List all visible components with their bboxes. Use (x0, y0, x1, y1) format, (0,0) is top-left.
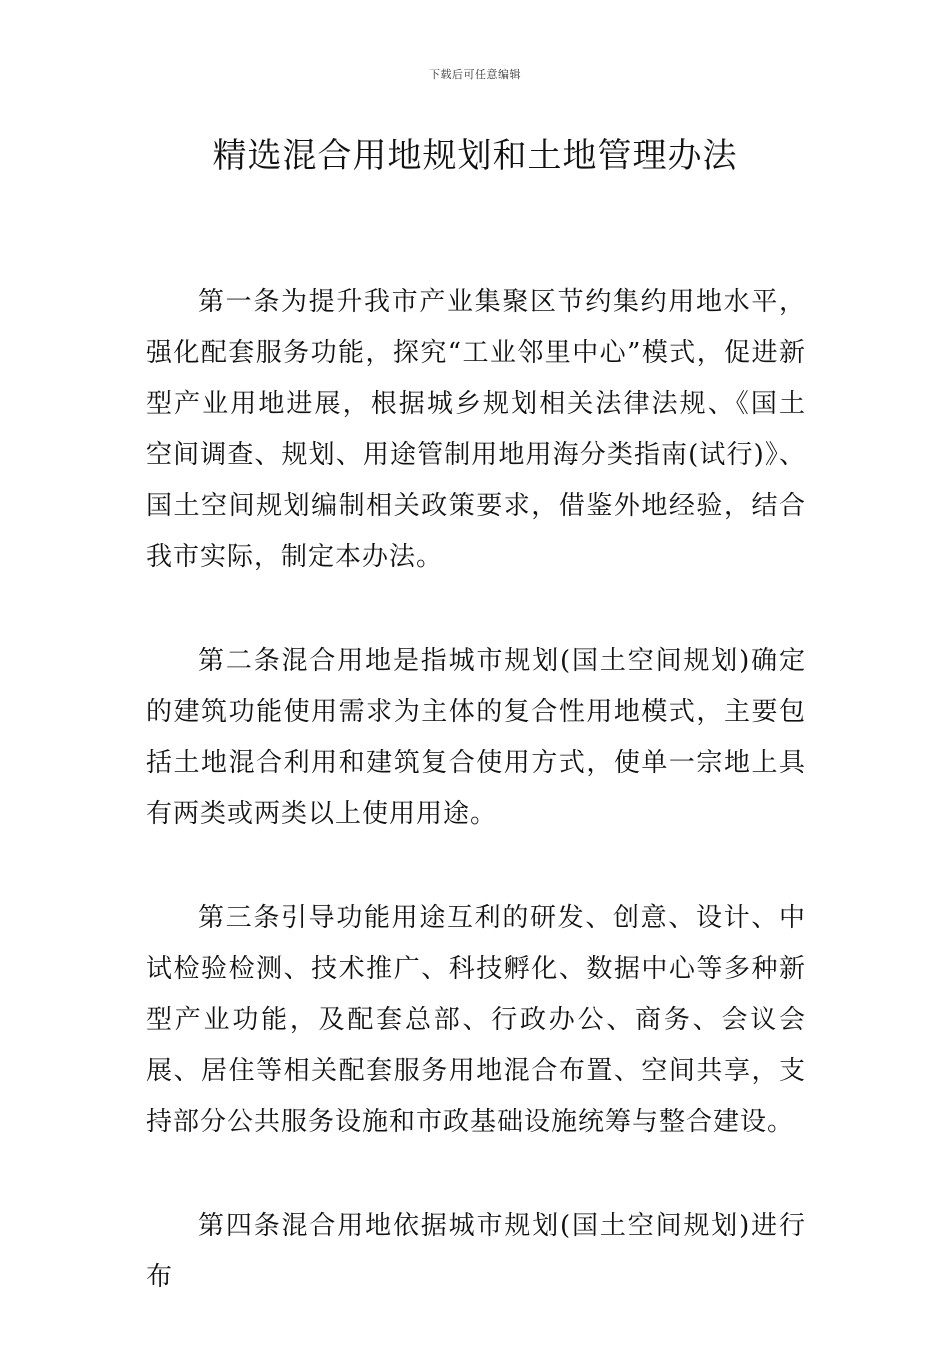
article-2-paragraph: 第二条混合用地是指城市规划(国土空间规划)确定的建筑功能使用需求为主体的复合性用地模式，主要包括土地混合利用和建筑复合使用方式，使单一宗地上具有两类或两类以上使用用途。 (146, 646, 806, 829)
article-4-paragraph: 第四条混合用地依据城市规划(国土空间规划)进行布 (146, 1211, 806, 1292)
article-1-paragraph: 第一条为提升我市产业集聚区节约集约用地水平，强化配套服务功能，探究“工业邻里中心”模式，促进新型产业用地进展，根据城乡规划相关法律法规、《国土空间调查、规划、用途管制用地用海分类指南(试行)》、国土空间规划编制相关政策要求，借鉴外地经验，结合我市实际，制定本办法。 (146, 287, 806, 572)
document-body (146, 277, 806, 1356)
document-title: 精选混合用地规划和土地管理办法 (212, 136, 738, 176)
article-3-paragraph: 第三条引导功能用途互利的研发、创意、设计、中试检验检测、技术推广、科技孵化、数据中心等多种新型产业功能，及配套总部、行政办公、商务、会议会展、居住等相关配套服务用地混合布置、空间共享，支持部分公共服务设施和市政基础设施统筹与整合建设。 (146, 903, 806, 1137)
header-note: 下载后可任意编辑 (429, 68, 521, 81)
